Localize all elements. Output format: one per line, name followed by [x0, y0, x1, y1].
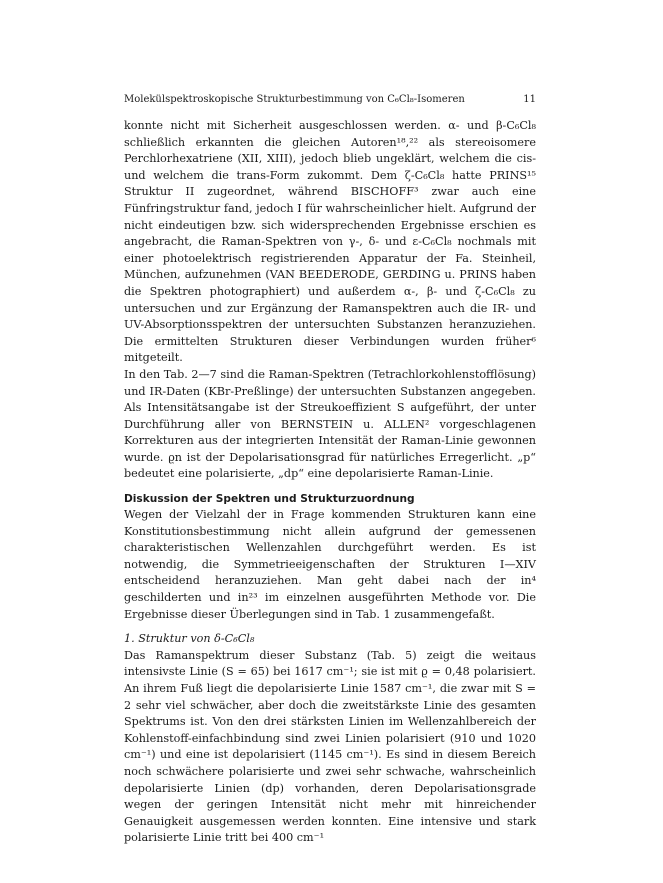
subsection-heading: 1. Struktur von δ-C₆Cl₈ — [124, 632, 255, 646]
paragraph-3: Wegen der Vielzahl der in Frage kommenden Strukturen kann eine Konstitutionsbestimmung nicht allein aufgrund der gemessenen charakteristischen Wellenzahlen durchgeführt werden. Es ist notwendig, die Symmetrieeigenschaften der Strukturen I—XIV entscheidend heranzuziehen. Man geht dabei nach der in⁴ geschilderten und in²³ im einzelnen ausgeführten Methode vor. Die Ergebnisse dieser Überlegungen sind in Tab. 1 zusammengefaßt. — [124, 508, 536, 621]
paragraph-4: Das Ramanspektrum dieser Substanz (Tab. 5) zeigt die weitaus intensivste Linie (S = 65) bei 1617 cm⁻¹; sie ist mit ϱ = 0,48 polarisiert. An ihrem Fuß liegt die depolarisierte Linie 1587 cm⁻¹, die zwar mit S = 2 sehr viel schwächer, aber doch die zweitstärkste Linie des gesamten Spektrums ist. Von den drei stärksten Linien im Wellenzahlbereich der Kohlenstoff-einfachbindung sind zwei Linien polarisiert (910 und 1020 cm⁻¹) und eine ist depolarisiert (1145 cm⁻¹). Es sind in diesem Bereich noch schwächere polarisierte und zwei sehr schwache, wahrscheinlich depolarisierte Linien (dp) vorhanden, deren Depolarisationsgrade wegen der geringen Intensität nicht mehr mit hinreichender Genauigkeit ausgemessen werden konnten. Eine intensive und stark polarisierte Linie tritt bei 400 cm⁻¹ — [124, 648, 536, 845]
body-text — [124, 118, 536, 847]
paragraph-2: In den Tab. 2—7 sind die Raman-Spektren (Tetrachlorkohlenstofflösung) und IR-Daten (KBr-Preßlinge) der untersuchten Substanzen angegeben. Als Intensitätsangabe ist der Streukoeffizient S aufgeführt, der unter Durchführung aller von BERNSTEIN u. ALLEN² vorgeschlagenen Korrekturen aus der integrierten Intensität der Raman-Linie gewonnen wurde. ϱn ist der Depolarisationsgrad für natürliches Erregerlicht. „p“ bedeutet eine polarisierte, „dp“ eine depolarisierte Raman-Linie. — [124, 367, 536, 481]
section-heading: Diskussion der Spektren und Strukturzuordnung — [124, 493, 415, 506]
page-number: 11 — [523, 94, 536, 105]
running-title: Molekülspektroskopische Strukturbestimmung von C₆Cl₈-Isomeren — [124, 94, 465, 105]
paragraph-1: konnte nicht mit Sicherheit ausgeschlossen werden. α- und β-C₆Cl₈ schließlich erkannten die gleichen Autoren¹⁸,²² als stereoisomere Perchlorhexatriene (XII, XIII), jedoch blieb ungeklärt, welchem die cis- und welchem die trans-Form zukommt. Dem ζ-C₆Cl₈ hatte PRINS¹⁵ Struktur II zugeordnet, während BISCHOFF³ zwar auch eine Fünfringstruktur fand, jedoch I für wahrscheinlicher hielt. Aufgrund der nicht eindeutigen bzw. sich widersprechenden Ergebnisse erschien es angebracht, die Raman-Spektren von γ-, δ- und ε-C₆Cl₈ nochmals mit einer photoelektrisch registrierenden Apparatur der Fa. Steinheil, München, aufzunehmen (VAN BEEDERODE, GERDING u. PRINS haben die Spektren photographiert) und außerdem α-, β- und ζ-C₆Cl₈ zu untersuchen und zur Ergänzung der Ramanspektren auch die IR- und UV-Absorptionsspektren der untersuchten Substanzen heranzuziehen. Die ermittelten Strukturen dieser Verbindungen wurden früher⁶ mitgeteilt. — [124, 119, 536, 365]
page-header — [124, 94, 536, 105]
